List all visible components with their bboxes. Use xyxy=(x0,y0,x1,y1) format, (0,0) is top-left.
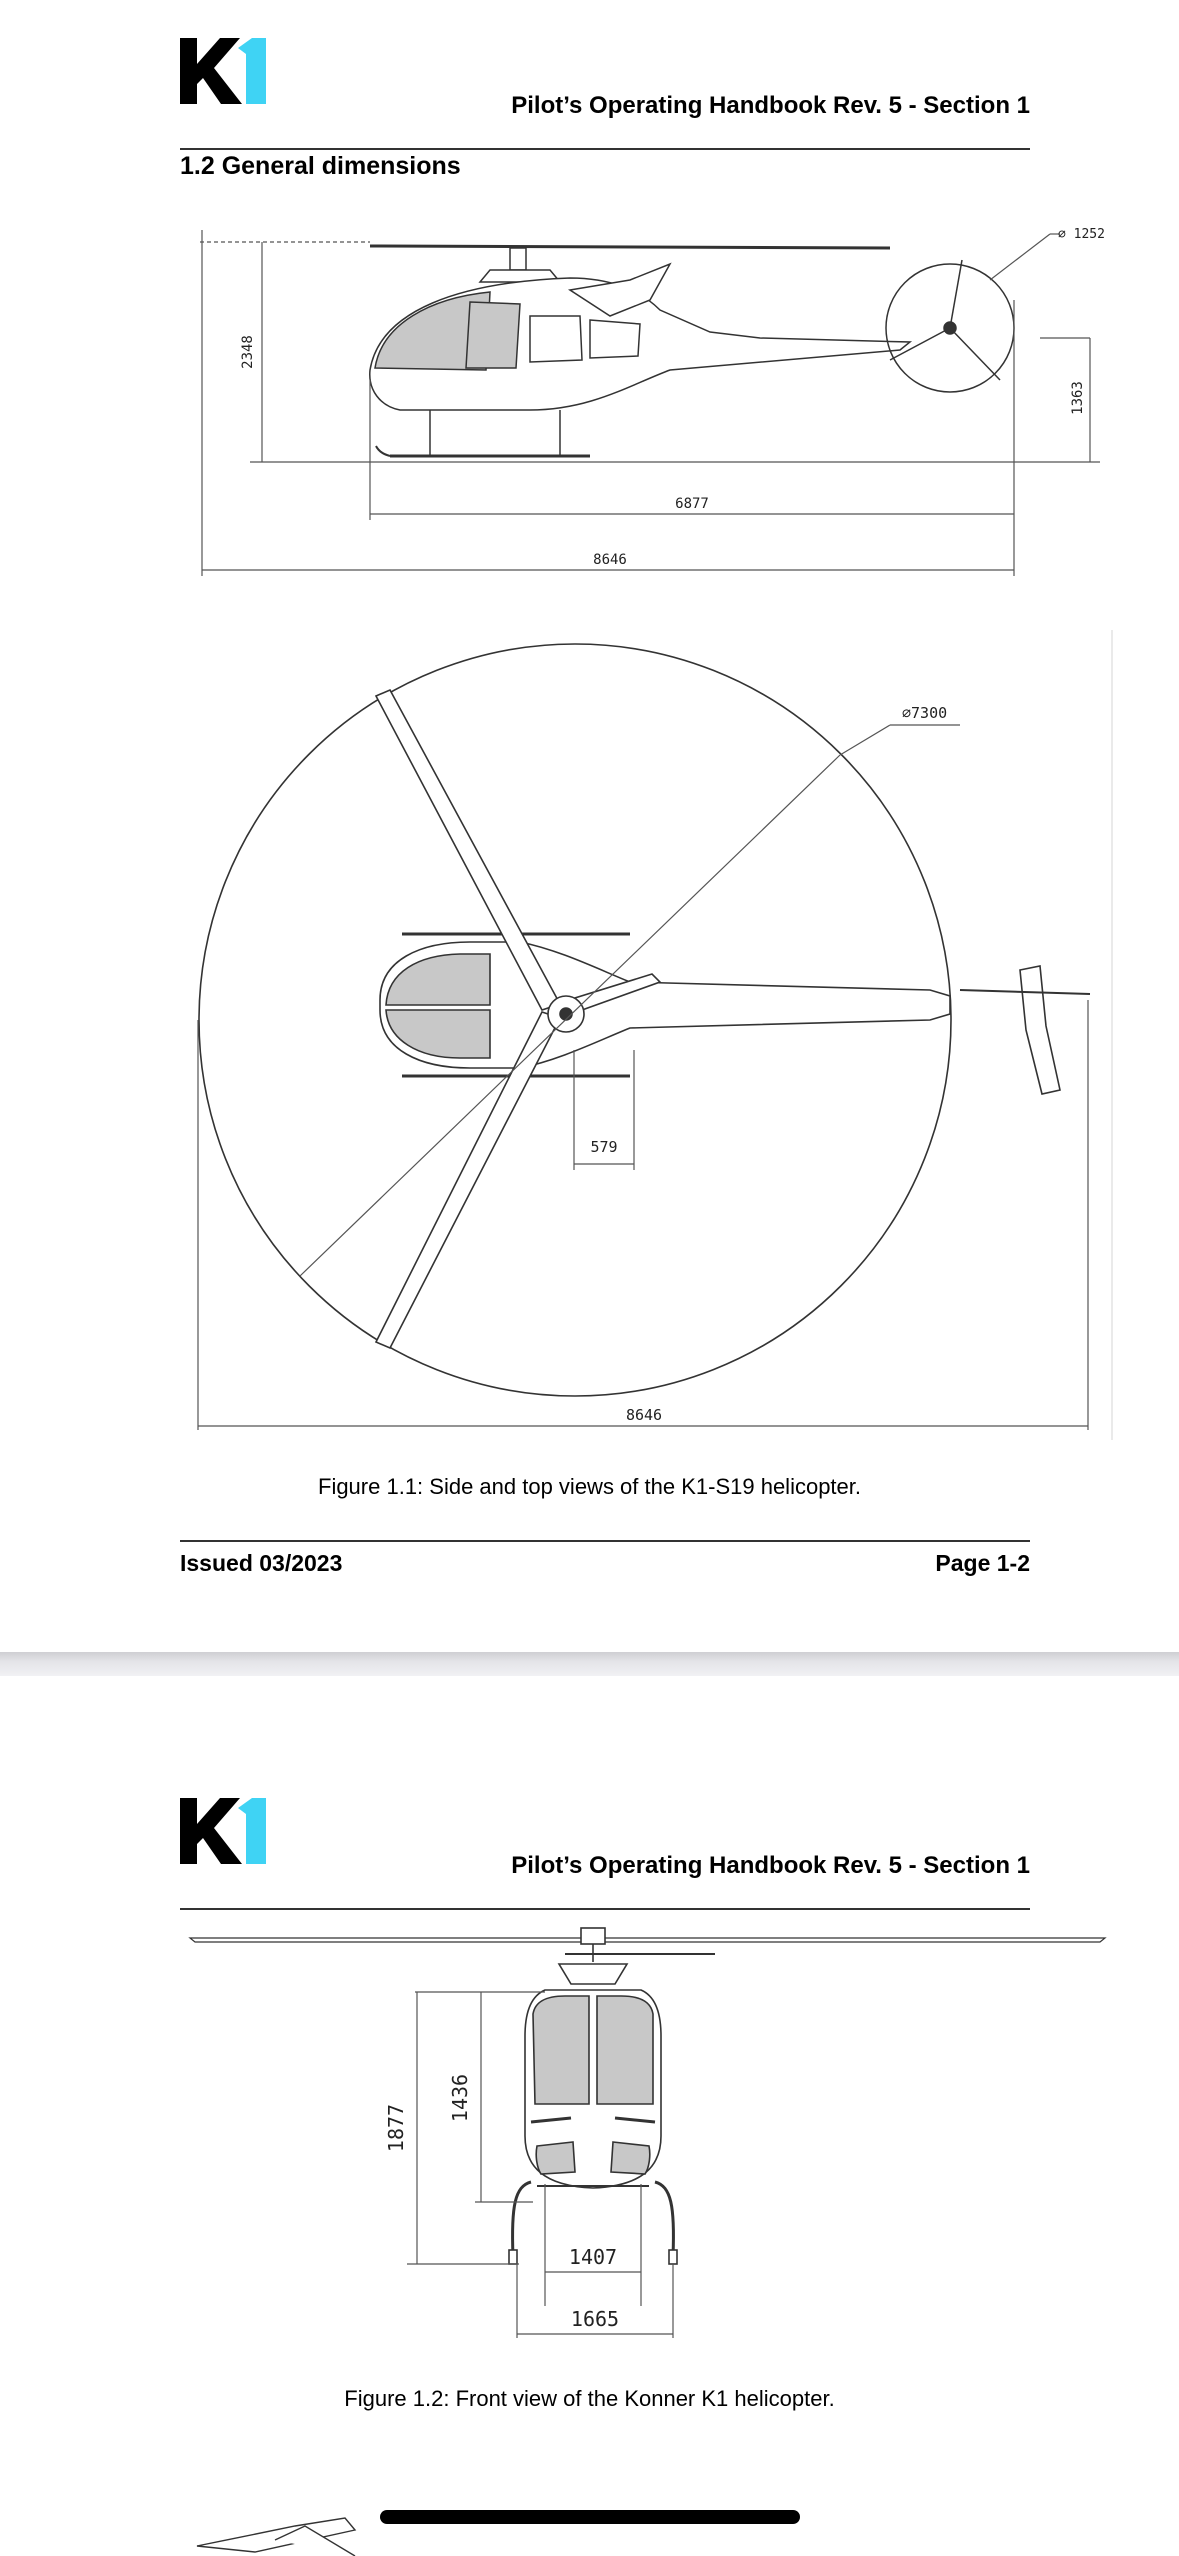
page-header xyxy=(180,38,1030,150)
dim-tail-rotor-label: ⌀ 1252 xyxy=(1058,227,1105,242)
dim-cabin-height-label: 1436 xyxy=(448,2073,472,2123)
dim-overall-length-label: 8646 xyxy=(593,552,627,568)
page-footer xyxy=(180,1540,1030,1592)
header-title: Pilot’s Operating Handbook Rev. 5 - Section 1 xyxy=(511,92,1030,119)
footer-page-number: Page 1-2 xyxy=(935,1550,1030,1576)
front-view-drawing xyxy=(185,1916,1115,2356)
dim-fuselage-length-label: 6877 xyxy=(675,496,709,512)
document-page-1-3 xyxy=(0,1676,1179,2556)
dim-height-label: 2348 xyxy=(240,335,256,369)
side-view-drawing xyxy=(190,220,1110,580)
dim-tail-height-label: 1363 xyxy=(1070,381,1086,415)
figure-caption-1-1: Figure 1.1: Side and top views of the K1-S19 helicopter. xyxy=(318,1474,861,1499)
page-header xyxy=(180,1798,1030,1910)
dim-overall-height-label: 1877 xyxy=(384,2103,408,2153)
partial-next-drawing xyxy=(195,2496,375,2556)
dim-skid-offset-label: 579 xyxy=(590,1138,618,1156)
dim-skid-inner-label: 1407 xyxy=(568,2245,618,2269)
page-separator xyxy=(0,1652,1179,1676)
footer-issued: Issued 03/2023 xyxy=(180,1550,343,1576)
k1-logo xyxy=(180,38,266,104)
dim-top-overall-length-label: 8646 xyxy=(625,1406,663,1424)
home-indicator[interactable] xyxy=(380,2510,800,2524)
top-view-drawing xyxy=(190,630,1120,1440)
dim-rotor-diameter-label: ⌀7300 xyxy=(902,704,948,722)
header-title: Pilot’s Operating Handbook Rev. 5 - Section 1 xyxy=(511,1852,1030,1879)
figure-caption-1-2: Figure 1.2: Front view of the Konner K1 helicopter. xyxy=(344,2386,835,2411)
k1-logo xyxy=(180,1798,266,1864)
section-title: 1.2 General dimensions xyxy=(180,152,461,180)
dim-skid-outer-label: 1665 xyxy=(570,2307,620,2331)
